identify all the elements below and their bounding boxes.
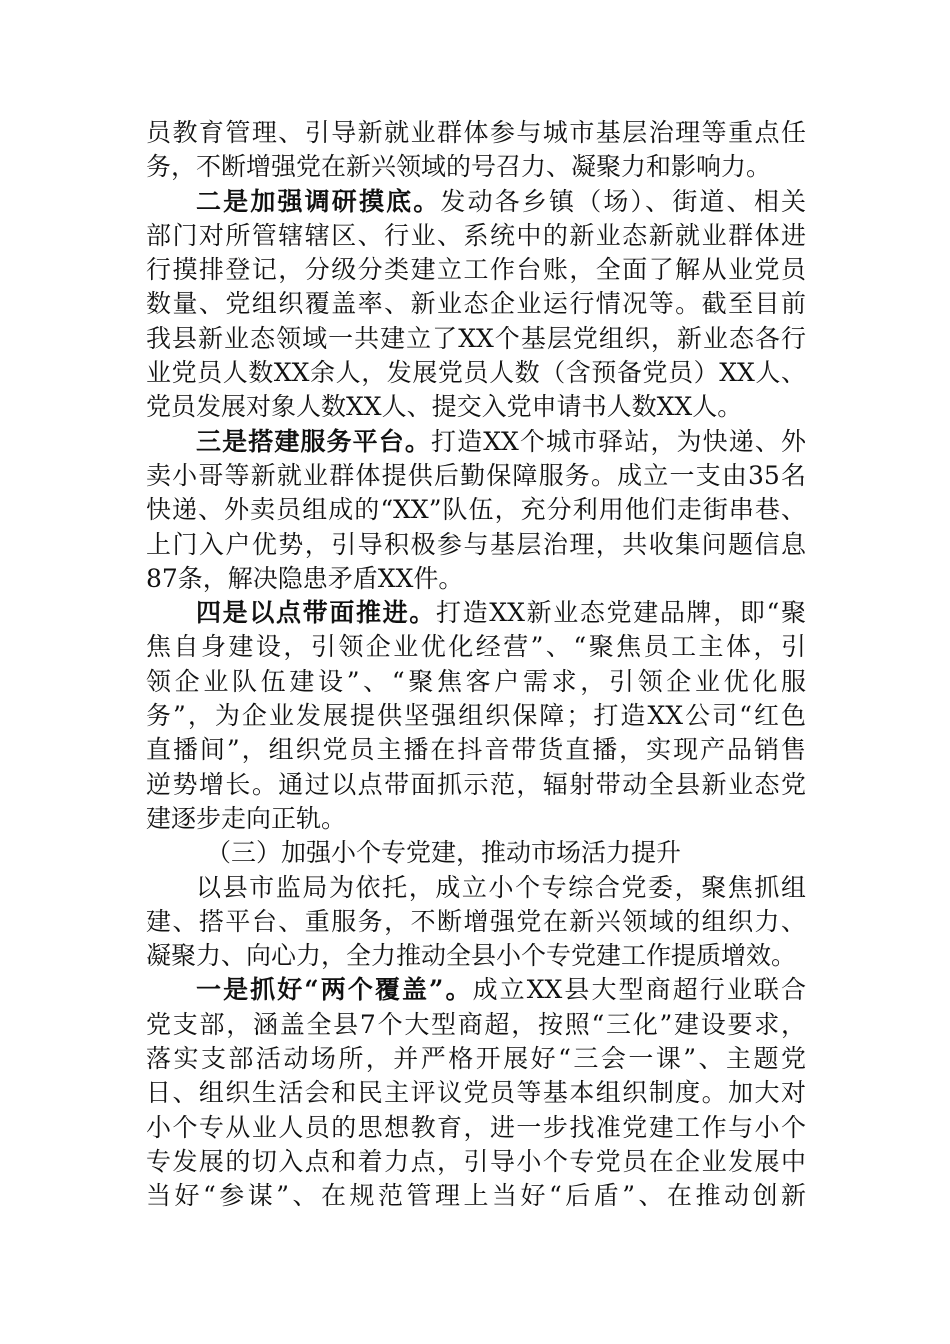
text-line: 业党员人数XX余人，发展党员人数（含预备党员）XX人、	[146, 358, 806, 388]
text-line: 卖小哥等新就业群体提供后勤保障服务。成立一支由35名	[146, 460, 806, 490]
text-run: 打造XX新业态党建品牌，即“聚	[435, 598, 806, 628]
text-line: 87条，解决隐患矛盾XX件。	[146, 563, 464, 593]
text-line: 建、搭平台、重服务，不断增强党在新兴领域的组织力、	[146, 906, 806, 936]
text-line: 焦自身建设，引领企业优化经营”、“聚焦员工主体，引	[146, 632, 806, 662]
text-line: 专发展的切入点和着力点，引导小个专党员在企业发展中	[146, 1146, 806, 1176]
paragraph	[146, 116, 806, 185]
paragraph-lead: 一是抓好“两个覆盖”。	[196, 975, 473, 1005]
text-line: 小个专从业人员的思想教育，进一步找准党建工作与小个	[146, 1112, 806, 1142]
text-line: 快递、外卖员组成的“XX”队伍，充分利用他们走街串巷、	[146, 495, 806, 525]
paragraph	[146, 973, 806, 1213]
text-line: 落实支部活动场所，并严格开展好“三会一课”、主题党	[146, 1044, 806, 1074]
document-page	[146, 116, 806, 1214]
text-line: 我县新业态领域一共建立了XX个基层党组织，新业态各行	[146, 323, 806, 353]
text-line: 务，不断增强党在新兴领域的号召力、凝聚力和影响力。	[146, 152, 772, 182]
text-run: 打造XX个城市驿站，为快递、外	[430, 426, 806, 456]
text-run: 成立XX县大型商超行业联合	[472, 975, 806, 1005]
text-line: 上门入户优势，引导积极参与基层治理，共收集问题信息	[146, 529, 806, 559]
text-line: 以县市监局为依托，成立小个专综合党委，聚焦抓组	[196, 872, 806, 902]
text-run: 发动各乡镇（场）、街道、相关	[440, 186, 806, 216]
paragraph	[146, 871, 806, 974]
text-line	[146, 425, 806, 459]
text-line: 领企业队伍建设”、“聚焦客户需求，引领企业优化服	[146, 666, 806, 696]
paragraph	[146, 596, 806, 836]
text-line: 直播间”，组织党员主播在抖音带货直播，实现产品销售	[146, 735, 806, 765]
text-line: 建逐步走向正轨。	[146, 803, 347, 833]
text-line: 党支部，涵盖全县7个大型商超，按照“三化”建设要求，	[146, 1009, 806, 1039]
paragraph-lead: 三是搭建服务平台。	[196, 426, 431, 456]
text-line: 逆势增长。通过以点带面抓示范，辐射带动全县新业态党	[146, 769, 806, 799]
text-line: 员教育管理、引导新就业群体参与城市基层治理等重点任	[146, 118, 806, 147]
text-line: 数量、党组织覆盖率、新业态企业运行情况等。截至目前	[146, 289, 806, 319]
text-line: 当好“参谋”、在规范管理上当好“后盾”、在推动创新	[146, 1181, 806, 1211]
text-line	[146, 973, 806, 1007]
paragraph	[146, 185, 806, 425]
section-heading: （三）加强小个专党建，推动市场活力提升	[206, 838, 682, 868]
text-line	[146, 185, 806, 219]
text-line	[146, 596, 806, 630]
paragraph-lead: 四是以点带面推进。	[196, 598, 436, 628]
text-line: 凝聚力、向心力，全力推动全县小个专党建工作提质增效。	[146, 941, 797, 971]
text-line: 务”，为企业发展提供坚强组织保障；打造XX公司“红色	[146, 701, 806, 731]
text-line: 行摸排登记，分级分类建立工作台账，全面了解从业党员	[146, 255, 806, 285]
text-line: 日、组织生活会和民主评议党员等基本组织制度。加大对	[146, 1078, 806, 1108]
text-line: 部门对所管辖辖区、行业、系统中的新业态新就业群体进	[146, 220, 806, 250]
paragraph	[146, 425, 806, 596]
paragraph-lead: 二是加强调研摸底。	[196, 186, 441, 216]
text-line: 党员发展对象人数XX人、提交入党申请书人数XX人。	[146, 392, 743, 422]
